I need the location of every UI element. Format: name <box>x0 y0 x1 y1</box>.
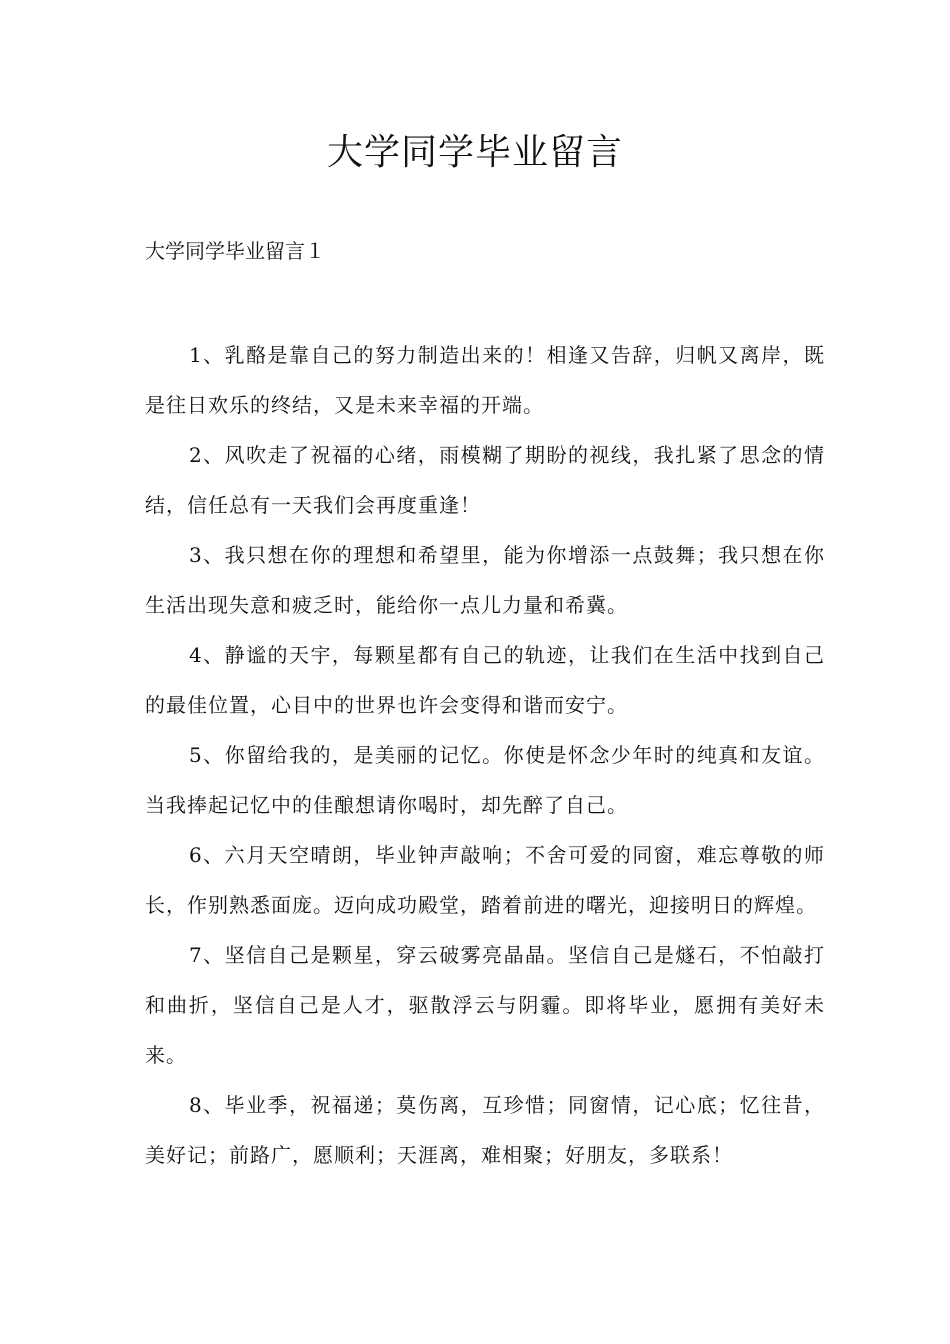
paragraph-7: 7、坚信自己是颗星，穿云破雾亮晶晶。坚信自己是燧石，不怕敲打和曲折，坚信自己是人才，驱散浮云与阴霾。即将毕业，愿拥有美好未来。 <box>145 943 825 1067</box>
paragraph-4: 4、静谧的天宇，每颗星都有自己的轨迹，让我们在生活中找到自己的最佳位置，心目中的世界也许会变得和谐而安宁。 <box>145 643 825 717</box>
paragraph-6: 6、六月天空晴朗，毕业钟声敲响；不舍可爱的同窗，难忘尊敬的师长，作别熟悉面庞。迈向成功殿堂，踏着前进的曙光，迎接明日的辉煌。 <box>145 843 825 917</box>
paragraph-1: 1、乳酪是靠自己的努力制造出来的！相逢又告辞，归帆又离岸，既是往日欢乐的终结，又是未来幸福的开端。 <box>145 343 825 417</box>
section-heading: 大学同学毕业留言１ <box>145 239 325 263</box>
document-body <box>145 330 825 1180</box>
paragraph-8: 8、毕业季，祝福递；莫伤离，互珍惜；同窗情，记心底；忆往昔，美好记；前路广，愿顺利；天涯离，难相聚；好朋友，多联系！ <box>145 1093 825 1167</box>
paragraph-2: 2、风吹走了祝福的心绪，雨模糊了期盼的视线，我扎紧了思念的情结，信任总有一天我们会再度重逢！ <box>145 443 825 517</box>
document-title: 大学同学毕业留言 <box>326 132 623 173</box>
paragraph-3: 3、我只想在你的理想和希望里，能为你增添一点鼓舞；我只想在你生活出现失意和疲乏时，能给你一点儿力量和希冀。 <box>145 543 825 617</box>
paragraph-5: 5、你留给我的，是美丽的记忆。你使是怀念少年时的纯真和友谊。当我捧起记忆中的佳酿想请你喝时，却先醉了自己。 <box>145 743 825 817</box>
